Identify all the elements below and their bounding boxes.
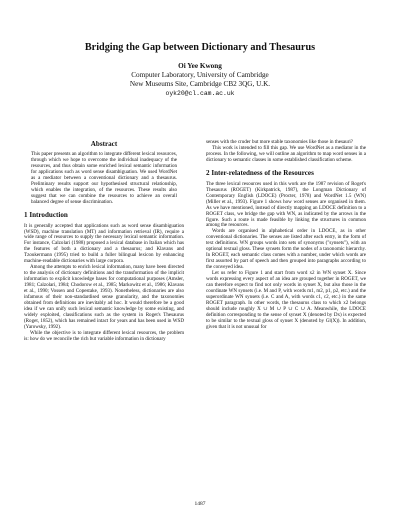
abstract-heading: Abstract — [90, 140, 118, 148]
left-column — [24, 140, 184, 343]
author-address: New Museums Site, Cambridge CB2 3QG, U.K. — [129, 80, 271, 88]
intro-continuation-paragraph: senses with the cruder but more stable taxonomies like those in thesauri? — [206, 139, 354, 145]
section2-paragraph: The three lexical resources used in this work are the 1987 revision of Roget's Thesaurus (ROGET) (Kirkpatrick, 1987), the Longman Dictionary of Contemporary English (LDOCE) (Procter, 1978) and WordNet 1.5 (WN) (Miller et al., 1993). Figure 1 shows how word senses are organised in them. As we have mentioned, instead of directly mapping an LDOCE definition to a ROGET class, we bridge the gap with WN, as indicated by the arrows in the figure. Such a route is made feasible by linking the structures in common among the resources. — [206, 180, 366, 229]
intro-paragraph: While the objective is to integrate different lexical resources, the problem is: how do we reconcile the rich but variable information in dictionary — [24, 329, 184, 342]
page-number: 1487 — [194, 501, 206, 507]
abstract-body — [24, 152, 184, 206]
author-affiliation: Computer Laboratory, University of Cambridge — [131, 71, 269, 79]
abstract-text: This paper presents an algorithm to integrate different lexical resources, through which we hope to overcome the individual inadequacy of the resources, and thus obtain some enriched lexical semantic information for applications such as word sense disambiguation. We used WordNet as a mediator between a conventional dictionary and a thesaurus. Preliminary results support our hypothesised structural relationship, which enables the integration, of the resources. These results also suggest that we can combine the resources to achieve an overall balanced degree of sense discrimination. — [31, 151, 177, 205]
author-name: Oi Yee Kwong — [178, 62, 222, 70]
author-email: oyk20@cl.cam.ac.uk — [165, 90, 235, 97]
section-heading-introduction: 1 Introduction — [24, 210, 68, 219]
author-block — [0, 62, 400, 98]
section-heading-interrelatedness: 2 Inter-relatedness of the Resources — [206, 168, 314, 177]
right-column — [206, 140, 366, 331]
paper-title: Bridging the Gap between Dictionary and Thesaurus — [84, 42, 316, 53]
intro-paragraph: It is generally accepted that applications such as word sense disambiguation (WSD), machine translation (MT) and information retrieval (IR), require a wide range of resources to supply the necessary lexical semantic information. For instance, Calzolari (1988) proposed a lexical database in Italian which has the features of both a dictionary and a thesaurus; and Klavans and Tzoukermann (1995) tried to build a fuller bilingual lexicon by enhancing machine-readable dictionaries with large corpora. — [24, 222, 184, 265]
section2-paragraph: Words are organised in alphabetical order in LDOCE, as in other conventional dictionaries. The senses are listed after each entry, in the form of text definitions. WN groups words into sets of synonyms ("synsets"), with an optional textual gloss. These synsets form the nodes of a taxonomic hierarchy. In ROGET, each semantic class comes with a number, under which words are first assorted by part of speech and then grouped into paragraphs according to the conveyed idea. — [206, 228, 366, 271]
section2-paragraph: Let us refer to Figure 1 and start from word x2 in WN synset X. Since words expressing every aspect of an idea are grouped together in ROGET, we can therefore expect to find not only words in synset X, but also those in the coordinate WN synsets (i.e. M and P, with words m1, m2, p1, p2, etc.) and the superordinate WN synsets (i.e. C and A, with words c1, c2, etc.) in the same ROGET paragraph. In other words, the thesaurus class to which x2 belongs should include roughly X ∪ M ∪ P ∪ C ∪ A. Meanwhile, the LDOCE definition corresponding to the sense of synset X (denoted by Dx) is expected to be similar to the textual gloss of synset X (denoted by Gl(X)). In addition, given that it is not unusual for — [206, 270, 366, 330]
intro-continuation-paragraph: This work is intended to fill this gap. We use WordNet as a mediator in the process. In the following, we will outline an algorithm to map word senses in a dictionary to semantic classes in some established classification scheme. — [206, 144, 366, 163]
intro-paragraph: Among the attempts to enrich lexical information, many have been directed to the analysis of dictionary definitions and the transformation of the implicit information to explicit knowledge bases for computational purposes (Amsler, 1981; Calzolari, 1984; Chodorow et al., 1985; Markowitz et al., 1986; Klavans et al., 1990; Vossen and Copestake, 1993). Nonetheless, dictionaries are also infamous of their non-standardised sense granularity, and the taxonomies obtained from definitions are inevitably ad hoc. It would therefore be a good idea if we can unify such lexical semantic knowledge by some existing, and widely exploited, classifications such as the system in Roget's Thesaurus (Roget, 1852), which has remained intact for years and has been used in WSD (Yarowsky, 1992). — [24, 264, 184, 330]
